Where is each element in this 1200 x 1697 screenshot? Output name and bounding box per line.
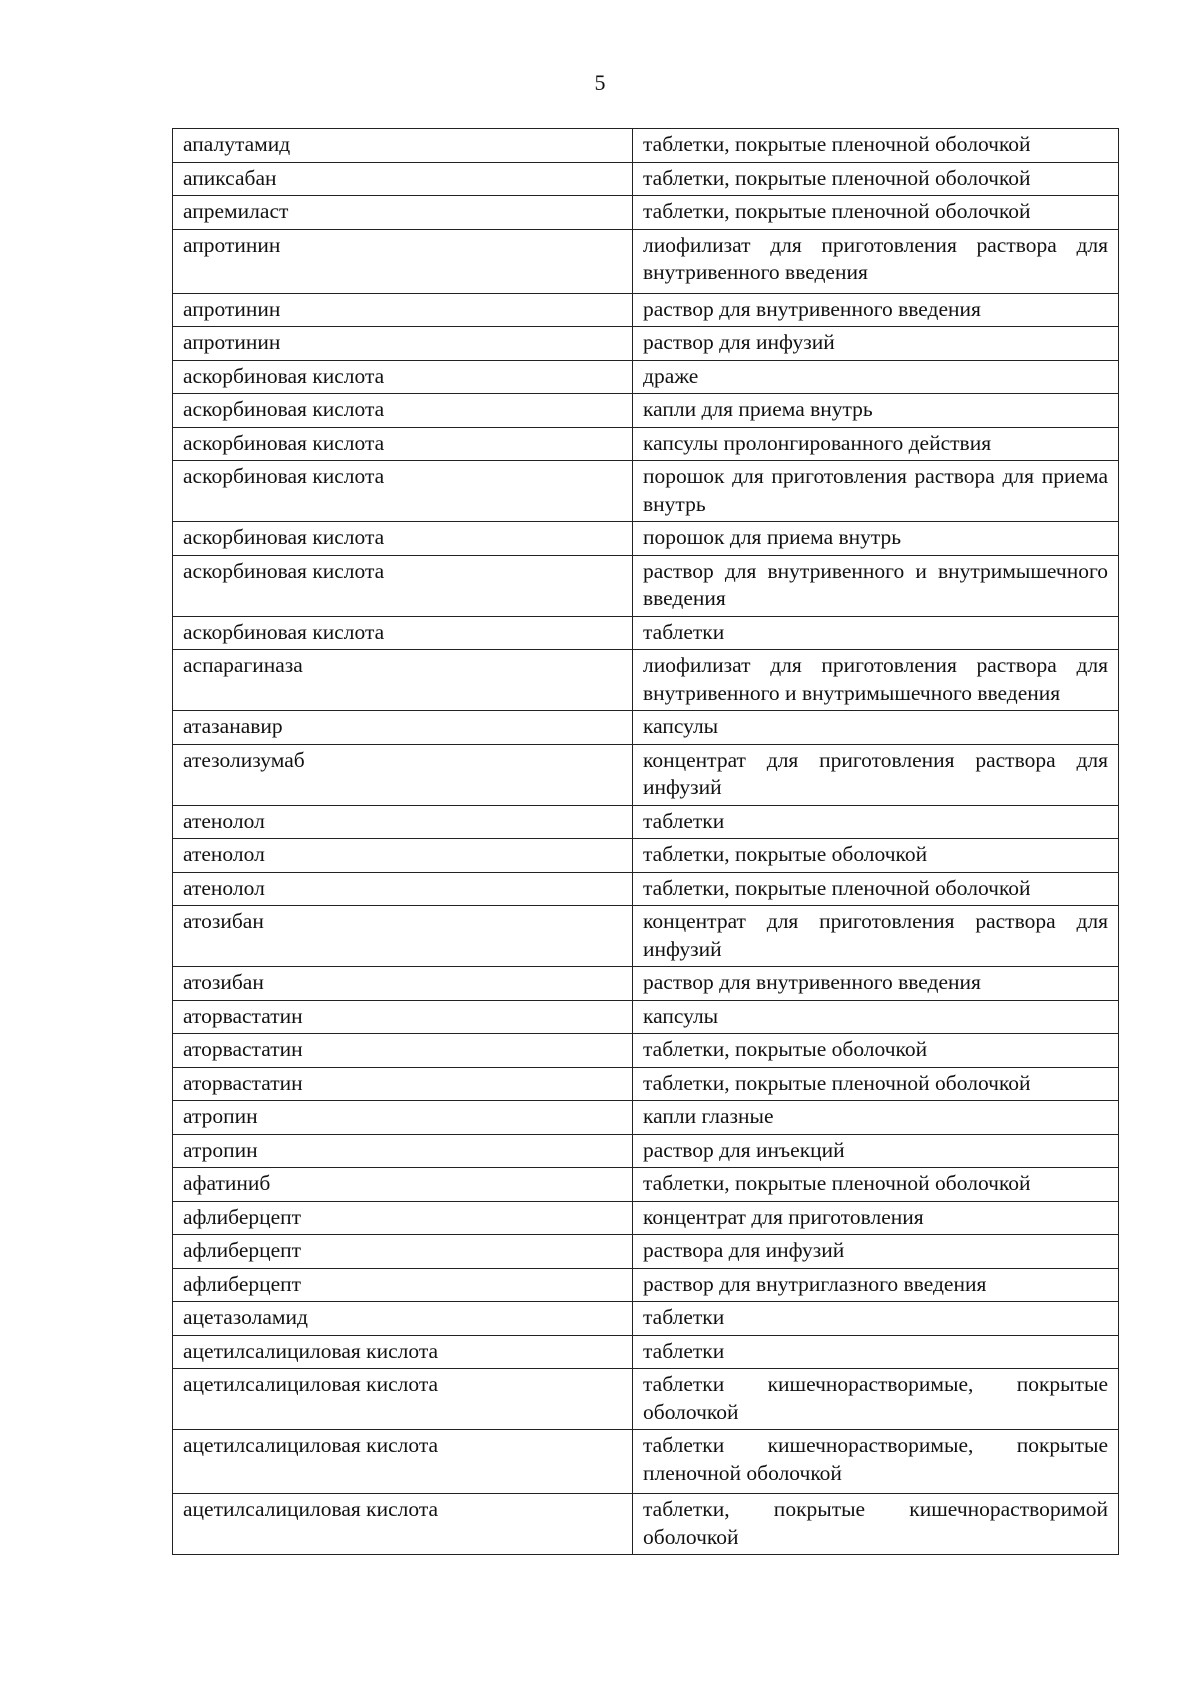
dosage-form-cell: раствор для внутривенного введения bbox=[633, 967, 1119, 1001]
substance-cell: атазанавир bbox=[173, 711, 633, 745]
substance-cell: аскорбиновая кислота bbox=[173, 616, 633, 650]
dosage-form-cell: лиофилизат для приготовления раствора для внутривенного и внутримышечного введения bbox=[633, 650, 1119, 711]
dosage-form-cell: раствор для внутривенного введения bbox=[633, 293, 1119, 327]
substance-cell: аторвастатин bbox=[173, 1034, 633, 1068]
substance-cell: аскорбиновая кислота bbox=[173, 427, 633, 461]
table-row bbox=[173, 1430, 1119, 1494]
table-row bbox=[173, 1302, 1119, 1336]
table-row bbox=[173, 1235, 1119, 1269]
dosage-form-cell: капсулы bbox=[633, 711, 1119, 745]
table-row bbox=[173, 427, 1119, 461]
substance-cell: аскорбиновая кислота bbox=[173, 394, 633, 428]
substance-cell: афлиберцепт bbox=[173, 1201, 633, 1235]
table-row bbox=[173, 872, 1119, 906]
substance-cell: аспарагиназа bbox=[173, 650, 633, 711]
substance-cell: апалутамид bbox=[173, 129, 633, 163]
table-row bbox=[173, 229, 1119, 293]
table-row bbox=[173, 196, 1119, 230]
dosage-form-cell: раствор для внутриглазного введения bbox=[633, 1268, 1119, 1302]
dosage-form-cell: таблетки, покрытые оболочкой bbox=[633, 839, 1119, 873]
substance-cell: аскорбиновая кислота bbox=[173, 522, 633, 556]
substance-cell: афлиберцепт bbox=[173, 1235, 633, 1269]
substance-cell: атенолол bbox=[173, 839, 633, 873]
table-row bbox=[173, 1494, 1119, 1555]
dosage-form-cell: концентрат для приготовления раствора для инфузий bbox=[633, 906, 1119, 967]
substance-cell: афлиберцепт bbox=[173, 1268, 633, 1302]
dosage-form-cell: таблетки, покрытые пленочной оболочкой bbox=[633, 872, 1119, 906]
dosage-form-cell: таблетки bbox=[633, 616, 1119, 650]
table-row bbox=[173, 967, 1119, 1001]
table-row bbox=[173, 650, 1119, 711]
table-row bbox=[173, 394, 1119, 428]
dosage-form-cell: таблетки, покрытые пленочной оболочкой bbox=[633, 1168, 1119, 1202]
substance-cell: атенолол bbox=[173, 872, 633, 906]
substance-cell: атозибан bbox=[173, 906, 633, 967]
table-row bbox=[173, 555, 1119, 616]
substance-cell: ацетилсалициловая кислота bbox=[173, 1430, 633, 1494]
substance-cell: атенолол bbox=[173, 805, 633, 839]
table-row bbox=[173, 129, 1119, 163]
substance-cell: афатиниб bbox=[173, 1168, 633, 1202]
substance-cell: аскорбиновая кислота bbox=[173, 461, 633, 522]
substance-cell: ацетилсалициловая кислота bbox=[173, 1494, 633, 1555]
dosage-form-cell: капли глазные bbox=[633, 1101, 1119, 1135]
table-row bbox=[173, 1134, 1119, 1168]
table-body bbox=[173, 129, 1119, 1555]
table-row bbox=[173, 1067, 1119, 1101]
dosage-form-cell: раствора для инфузий bbox=[633, 1235, 1119, 1269]
table-row bbox=[173, 162, 1119, 196]
substance-cell: аторвастатин bbox=[173, 1000, 633, 1034]
dosage-form-cell: таблетки кишечнорастворимые, покрытые оболочкой bbox=[633, 1369, 1119, 1430]
table-row bbox=[173, 461, 1119, 522]
dosage-form-cell: таблетки кишечнорастворимые, покрытые пленочной оболочкой bbox=[633, 1430, 1119, 1494]
substance-cell: атропин bbox=[173, 1134, 633, 1168]
substance-cell: ацетазоламид bbox=[173, 1302, 633, 1336]
substance-cell: ацетилсалициловая кислота bbox=[173, 1335, 633, 1369]
table-row bbox=[173, 1369, 1119, 1430]
page-number: 5 bbox=[594, 70, 606, 95]
substance-cell: атропин bbox=[173, 1101, 633, 1135]
table-row bbox=[173, 293, 1119, 327]
dosage-form-cell: концентрат для приготовления bbox=[633, 1201, 1119, 1235]
table-row bbox=[173, 616, 1119, 650]
dosage-form-cell: таблетки, покрытые пленочной оболочкой bbox=[633, 1067, 1119, 1101]
dosage-form-cell: таблетки, покрытые оболочкой bbox=[633, 1034, 1119, 1068]
table-row bbox=[173, 360, 1119, 394]
dosage-form-cell: таблетки bbox=[633, 1302, 1119, 1336]
table-row bbox=[173, 1268, 1119, 1302]
dosage-form-cell: раствор для внутривенного и внутримышечного введения bbox=[633, 555, 1119, 616]
substance-cell: апремиласт bbox=[173, 196, 633, 230]
table-row bbox=[173, 839, 1119, 873]
table-row bbox=[173, 1000, 1119, 1034]
table-row bbox=[173, 1201, 1119, 1235]
table-row bbox=[173, 906, 1119, 967]
table-row bbox=[173, 522, 1119, 556]
dosage-form-cell: капсулы пролонгированного действия bbox=[633, 427, 1119, 461]
dosage-form-cell: таблетки, покрытые пленочной оболочкой bbox=[633, 196, 1119, 230]
dosage-form-cell: таблетки, покрытые кишечнорастворимой оболочкой bbox=[633, 1494, 1119, 1555]
substance-cell: апиксабан bbox=[173, 162, 633, 196]
table-row bbox=[173, 1168, 1119, 1202]
substance-cell: ацетилсалициловая кислота bbox=[173, 1369, 633, 1430]
substance-cell: апротинин bbox=[173, 229, 633, 293]
dosage-form-cell: раствор для инъекций bbox=[633, 1134, 1119, 1168]
table-row bbox=[173, 327, 1119, 361]
table-row bbox=[173, 1335, 1119, 1369]
dosage-form-cell: концентрат для приготовления раствора для инфузий bbox=[633, 744, 1119, 805]
dosage-form-cell: драже bbox=[633, 360, 1119, 394]
dosage-form-cell: таблетки, покрытые пленочной оболочкой bbox=[633, 162, 1119, 196]
dosage-form-cell: порошок для приема внутрь bbox=[633, 522, 1119, 556]
dosage-form-cell: таблетки bbox=[633, 805, 1119, 839]
table-row bbox=[173, 805, 1119, 839]
dosage-form-cell: порошок для приготовления раствора для приема внутрь bbox=[633, 461, 1119, 522]
table-row bbox=[173, 1101, 1119, 1135]
dosage-form-cell: капсулы bbox=[633, 1000, 1119, 1034]
drug-forms-table bbox=[172, 128, 1119, 1555]
table-row bbox=[173, 711, 1119, 745]
dosage-form-cell: лиофилизат для приготовления раствора для внутривенного введения bbox=[633, 229, 1119, 293]
table-row bbox=[173, 744, 1119, 805]
substance-cell: аскорбиновая кислота bbox=[173, 555, 633, 616]
table-row bbox=[173, 1034, 1119, 1068]
substance-cell: атозибан bbox=[173, 967, 633, 1001]
dosage-form-cell: таблетки bbox=[633, 1335, 1119, 1369]
substance-cell: атезолизумаб bbox=[173, 744, 633, 805]
substance-cell: аскорбиновая кислота bbox=[173, 360, 633, 394]
substance-cell: аторвастатин bbox=[173, 1067, 633, 1101]
substance-cell: апротинин bbox=[173, 327, 633, 361]
dosage-form-cell: капли для приема внутрь bbox=[633, 394, 1119, 428]
dosage-form-cell: таблетки, покрытые пленочной оболочкой bbox=[633, 129, 1119, 163]
substance-cell: апротинин bbox=[173, 293, 633, 327]
dosage-form-cell: раствор для инфузий bbox=[633, 327, 1119, 361]
